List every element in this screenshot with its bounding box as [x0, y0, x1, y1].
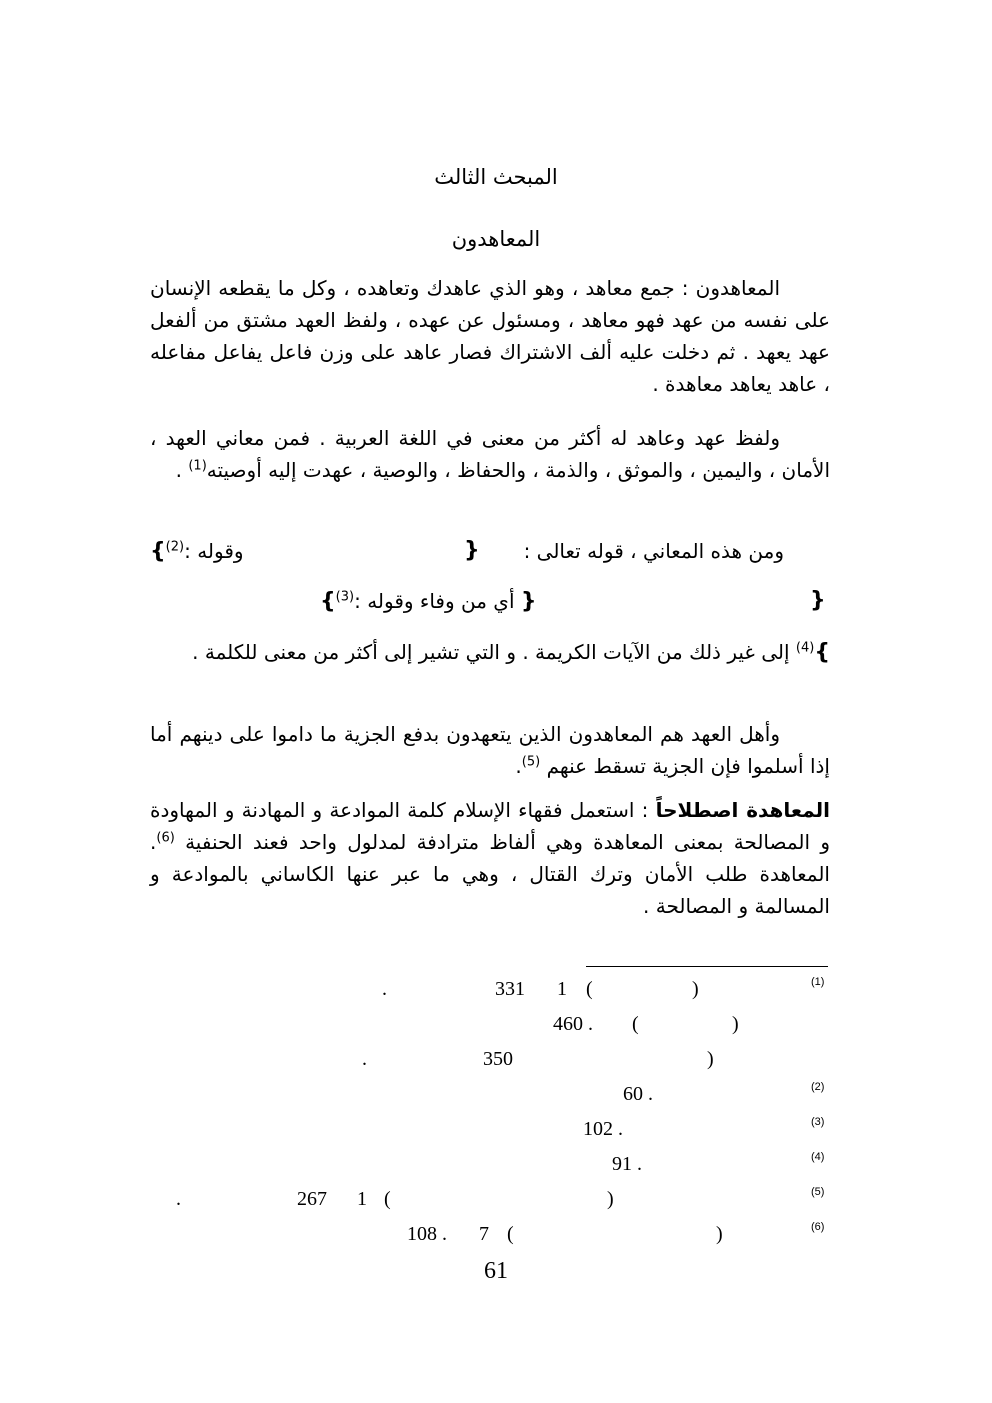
- footnote-ref-1: (1): [188, 458, 207, 474]
- quote-3-close-brace: }: [814, 640, 830, 665]
- footnote-text: 102 .: [583, 1118, 623, 1140]
- paragraph-5-text-a: : استعمل فقهاء الإسلام كلمة الموادعة و المهادنة و المهاودة و المصالحة بمعنى المعاهدة وهي ألفاظ مترادفة لمدلول واحد فعند الحنفية: [150, 798, 831, 854]
- quote-1-open-brace: {: [464, 538, 480, 563]
- quote-line-2-text: أي من وفاء وقوله :: [354, 589, 515, 613]
- footnote-number: (2): [811, 1081, 825, 1093]
- paragraph-3-text: إلى غير ذلك من الآيات الكريمة . و التي تشير إلى أكثر من معنى للكلمة .: [192, 640, 790, 664]
- footnote-text: .: [382, 978, 387, 1000]
- footnote-text: 91 .: [612, 1153, 642, 1175]
- paragraph-1: المعاهدون : جمع معاهد ، وهو الذي عاهدك وتعاهده ، وكل ما يقطعه الإنسان على نفسه من عهد فهو معاهد ، ومسئول عن عهده ، ولفظ العهد مشتق من ألفعل عهد يعهد . ثم دخلت عليه ألف الاشتراك فصار عاهد على وزن فاعل يفاعل مفاعله ، عاهد يعاهد معاهدة .: [150, 276, 830, 396]
- footnote-3: [0, 1118, 992, 1148]
- paragraph-5: [150, 794, 830, 922]
- footnote-text: 7: [479, 1223, 489, 1245]
- footnote-text: ): [732, 1013, 739, 1035]
- quote-1-end-text: وقوله :: [184, 539, 244, 563]
- quote-2-close-brace: }: [320, 589, 336, 614]
- subtitle: المعاهدون: [451, 227, 541, 251]
- footnote-text: 331: [495, 978, 525, 1000]
- footnote-text: (: [632, 1013, 639, 1035]
- footnote-1-cont-a: [0, 1013, 992, 1043]
- footnote-separator: [586, 966, 828, 967]
- footnote-text: 1: [357, 1188, 367, 1210]
- paragraph-5-text-b: . المعاهدة طلب الأمان وترك القتال ، وهي ما عبر عنها الكاساني بالموادعة و المسالمة و المصالحة .: [150, 830, 830, 918]
- quote-line-1-end: [150, 535, 244, 568]
- footnote-text: ): [692, 978, 699, 1000]
- paragraph-4-text: وأهل العهد هم المعاهدون الذين يتعهدون بدفع الجزية ما داموا على دينهم أما إذا أسلموا فإن الجزية تسقط عنهم: [150, 722, 830, 778]
- footnote-text: ): [607, 1188, 614, 1210]
- footnote-ref-4: (4): [795, 640, 815, 656]
- footnote-text: (: [507, 1223, 514, 1245]
- footnote-text: 1: [557, 978, 567, 1000]
- paragraph-2-end: .: [175, 458, 182, 482]
- footnote-6: [0, 1223, 992, 1253]
- footnote-1-cont-b: [0, 1048, 992, 1078]
- footnote-ref-5: (5): [521, 754, 541, 770]
- footnote-4: [0, 1153, 992, 1183]
- footnote-number: (3): [811, 1116, 825, 1128]
- footnote-text: (: [586, 978, 593, 1000]
- footnote-text: (: [384, 1188, 391, 1210]
- footnote-ref-6: (6): [156, 830, 175, 846]
- footnote-text: .: [362, 1048, 367, 1070]
- footnote-text: ): [707, 1048, 714, 1070]
- footnote-ref-2: (2): [165, 539, 185, 555]
- footnote-number: (5): [811, 1186, 825, 1198]
- footnote-text: 267: [297, 1188, 327, 1210]
- term-heading: المعاهدة اصطلاحاً: [655, 798, 830, 822]
- paragraph-3: [150, 630, 830, 675]
- paragraph-4: [150, 718, 830, 782]
- footnote-text: ): [716, 1223, 723, 1245]
- quote-2-open-brace: {: [810, 588, 826, 613]
- footnote-2: [0, 1083, 992, 1113]
- footnote-number: (1): [811, 976, 825, 988]
- quote-3-open-brace: {: [520, 589, 537, 614]
- paragraph-2-text: ولفظ عهد وعاهد له أكثر من معنى في اللغة العربية . فمن معاني العهد ، الأمان ، واليمين ، والموثق ، والذمة ، والحفاظ ، والوصية ، عهدت إليه أوصيته: [150, 426, 830, 482]
- page-number: 61: [484, 1258, 508, 1284]
- footnote-5: [0, 1188, 992, 1218]
- footnote-1: [0, 978, 992, 1008]
- footnote-text: 350: [483, 1048, 513, 1070]
- footnote-text: 60 .: [623, 1083, 653, 1105]
- footnote-text: 108 .: [407, 1223, 447, 1245]
- paragraph-4-end: .: [515, 754, 522, 778]
- section-title: المبحث الثالث: [434, 165, 558, 189]
- quote-line-1-start: ومن هذه المعاني ، قوله تعالى :: [523, 539, 784, 563]
- quote-line-2: [320, 585, 537, 618]
- footnote-ref-3: (3): [335, 589, 355, 605]
- footnote-text: 460 .: [553, 1013, 593, 1035]
- footnote-text: .: [176, 1188, 181, 1210]
- paragraph-2: [150, 422, 830, 486]
- quote-1-close-brace: }: [150, 539, 166, 564]
- footnote-number: (4): [811, 1151, 825, 1163]
- footnote-number: (6): [811, 1221, 825, 1233]
